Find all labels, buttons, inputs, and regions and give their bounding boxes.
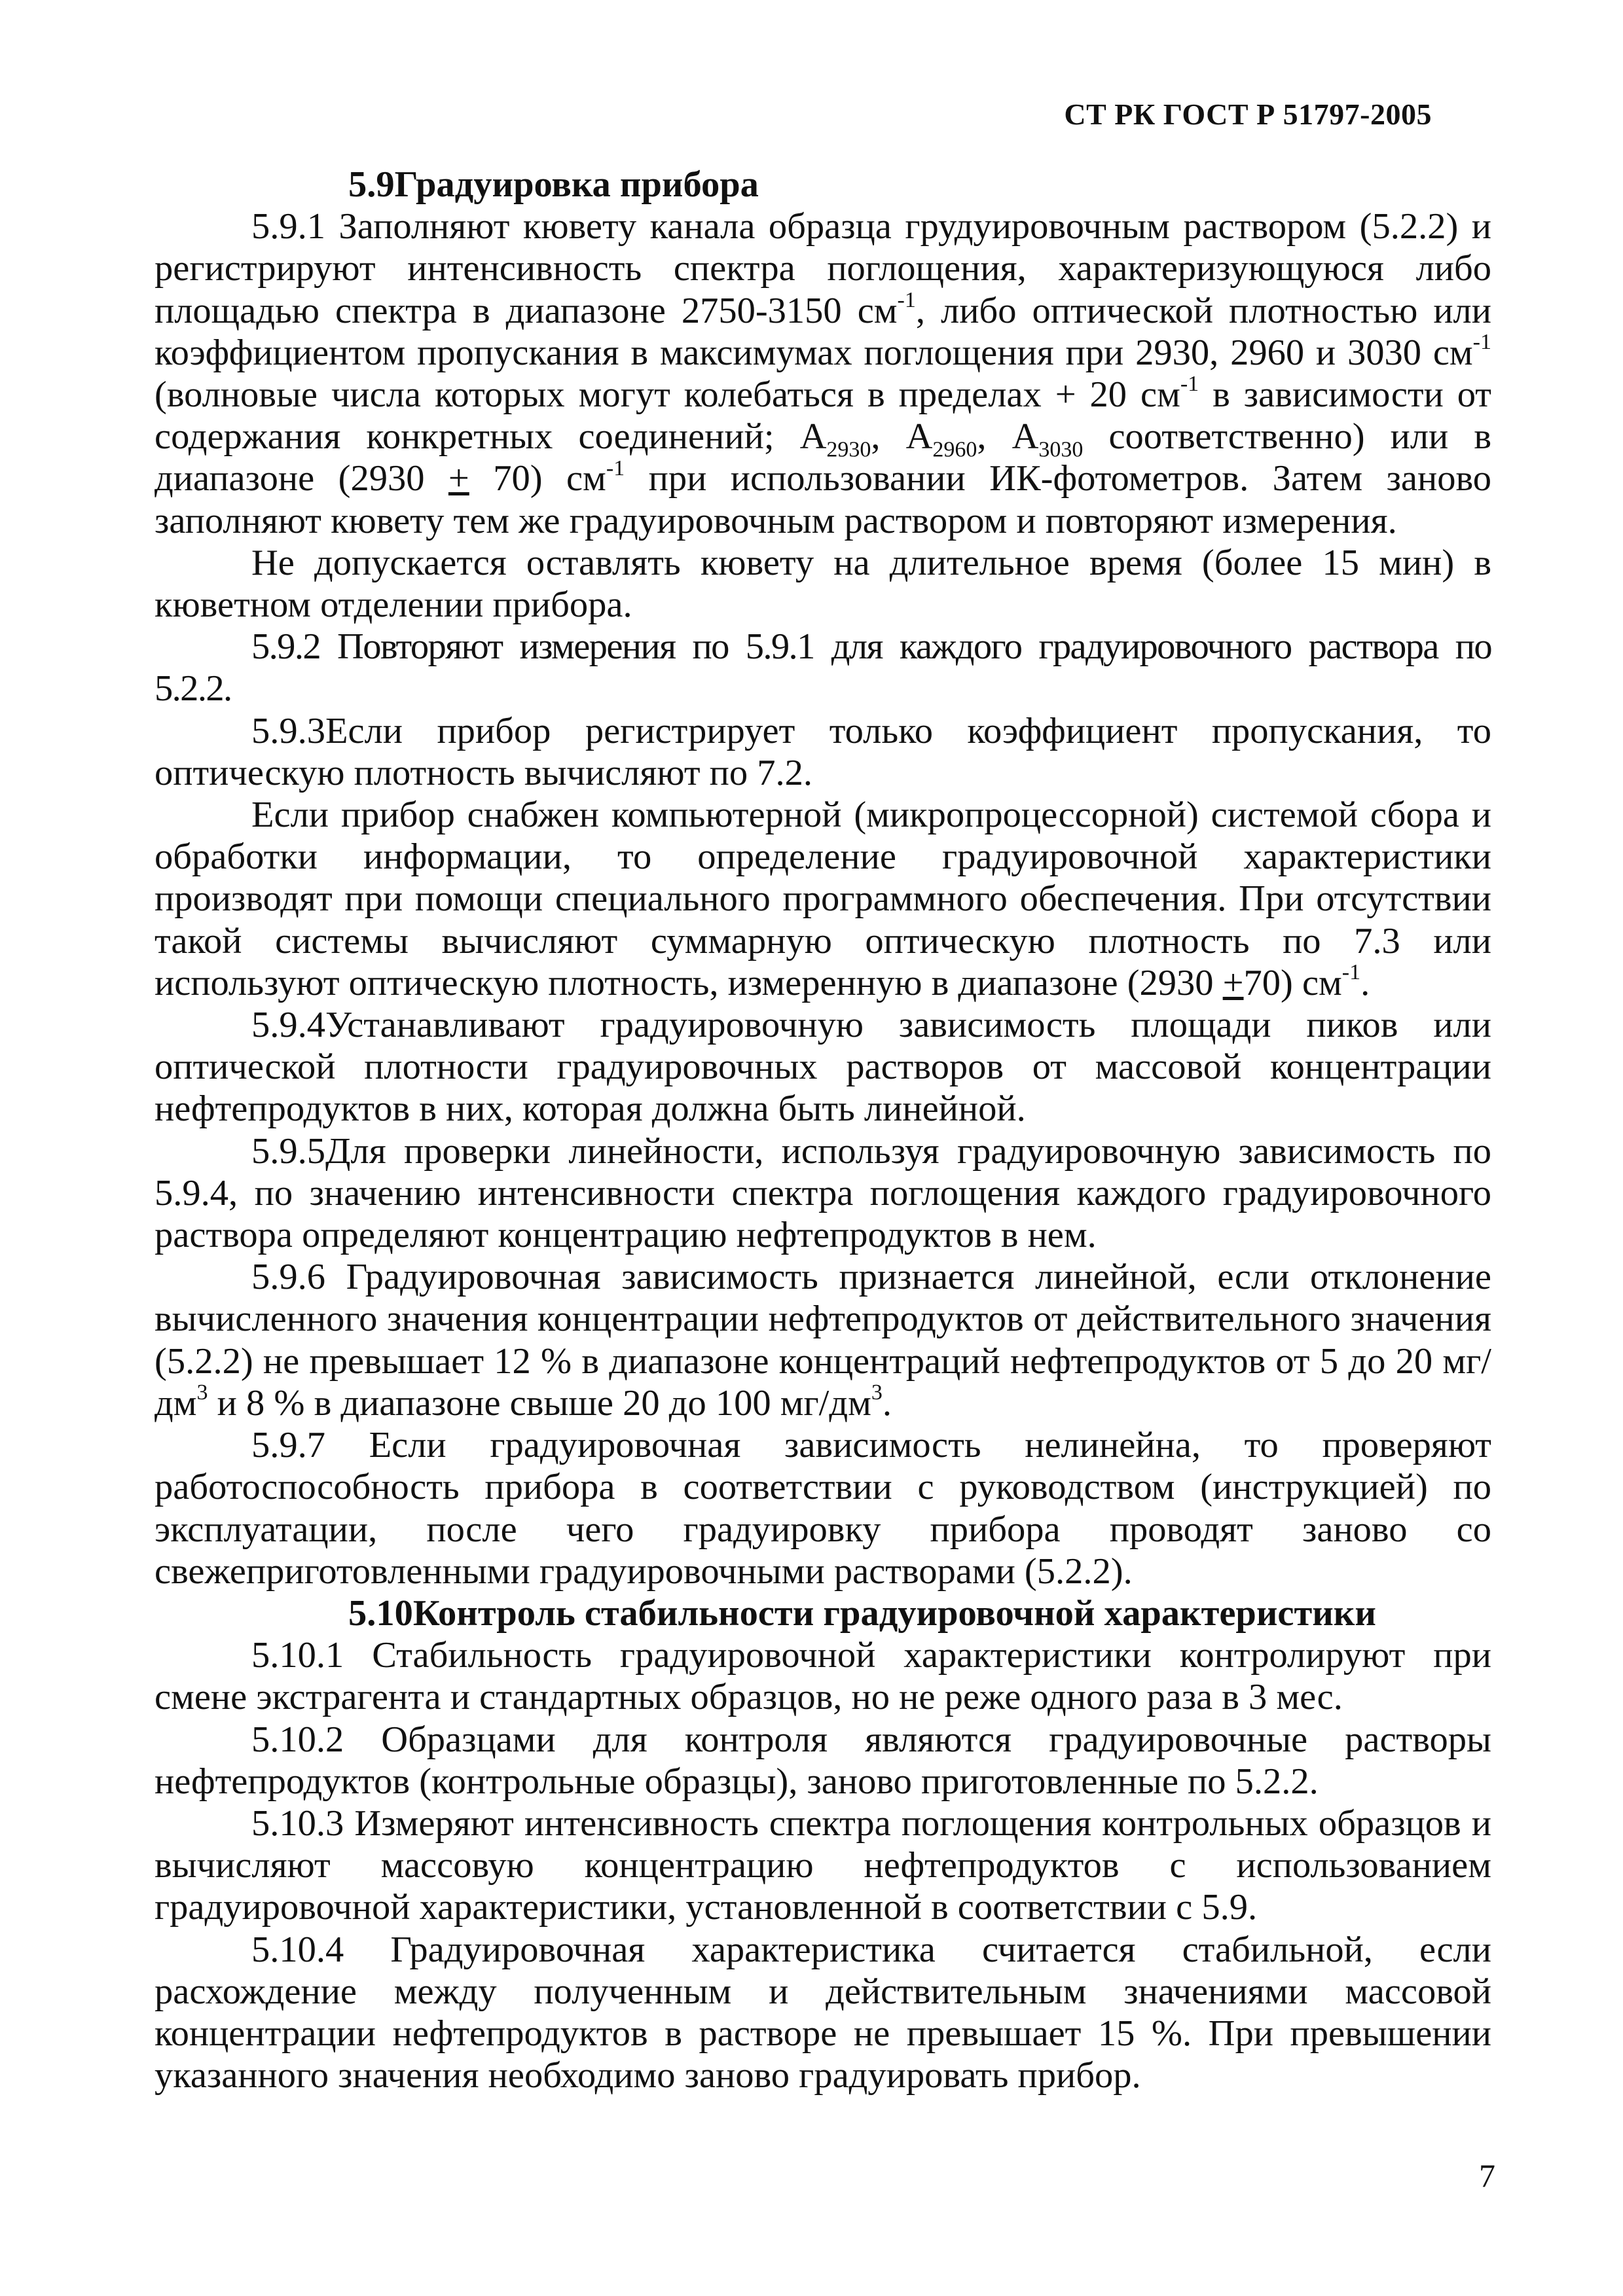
subscript: 2930: [826, 437, 871, 462]
text-run: и 8 % в диапазоне свыше 20 до 100 мг/дм: [208, 1382, 871, 1424]
paragraph-5-9-1: [155, 206, 1491, 542]
text-run: 5.9.6 Градуировочная зависимость признается линейной, если отклонение вычисленного значения концентрации нефтепродуктов от действительного значения (5.2.2) не превышает 12 % в диапазоне концентраций нефтепродуктов от 5 до 20 мг/дм: [155, 1257, 1491, 1424]
subscript: 2960: [932, 437, 977, 462]
superscript: -1: [897, 287, 916, 312]
document-body: [155, 164, 1491, 2096]
page-number: 7: [1479, 2157, 1495, 2194]
paragraph-5-9-5: 5.9.5Для проверки линейности, используя градуировочную зависимость по 5.9.4, по значению интенсивности спектра поглощения каждого градуировочного раствора определяют концентрацию нефтепродуктов в нем.: [155, 1130, 1491, 1256]
section-heading-5-9: [155, 164, 1491, 206]
text-run: 70) см: [1243, 962, 1342, 1003]
text-run: , либо оптической плотностью или коэффициентом пропускания в максимумах поглощения при 2930, 2960 и 3030 см: [155, 290, 1491, 373]
paragraph-computer-system: [155, 794, 1491, 1004]
text-run: , А: [871, 416, 933, 457]
text-run: .: [1360, 962, 1370, 1003]
text-run: в зависимости от содержания конкретных соединений; А: [155, 374, 1491, 457]
section-number: 5.9: [348, 164, 395, 205]
text-run: 70) см: [469, 458, 606, 499]
section-title: Градуировка прибора: [394, 164, 759, 205]
paragraph-5-9-4: 5.9.4Устанавливают градуировочную зависимость площади пиков или оптической плотности градуировочных растворов от массовой концентрации нефтепродуктов в них, которая должна быть линейной.: [155, 1005, 1491, 1130]
text-run: 5.9.1 Заполняют кювету канала образца грудуировочным раствором (5.2.2) и регистрируют интенсивность спектра поглощения, характеризующуюся либо площадью спектра в диапазоне 2750-3150 см: [155, 206, 1491, 331]
paragraph-5-9-7: 5.9.7 Если градуировочная зависимость нелинейна, то проверяют работоспособность прибора в соответствии с руководством (инструкцией) по эксплуатации, после чего градуировку прибора проводят заново со свежеприготовленными градуировочными растворами (5.2.2).: [155, 1425, 1491, 1592]
document-code-header: СТ РК ГОСТ Р 51797-2005: [1064, 98, 1432, 131]
superscript: 3: [871, 1380, 883, 1405]
superscript: 3: [196, 1380, 208, 1405]
paragraph-5-9-3: 5.9.3Если прибор регистрирует только коэффициент пропускания, то оптическую плотность вычисляют по 7.2.: [155, 710, 1491, 793]
section-title: Контроль стабильности градуировочной характеристики: [412, 1592, 1376, 1634]
superscript: -1: [606, 456, 625, 480]
plus-minus-sign: +: [448, 458, 469, 499]
paragraph-5-10-4: 5.10.4 Градуировочная характеристика считается стабильной, если расхождение между полученным и действительным значениями массовой концентрации нефтепродуктов в растворе не превышает 15 %. При превышении указанного значения необходимо заново градуировать прибор.: [155, 1929, 1491, 2096]
text-run: Если прибор снабжен компьютерной (микропроцессорной) системой сбора и обработки информации, то определение градуировочной характеристики производят при помощи специального программного обеспечения. При отсутствии такой системы вычисляют суммарную оптическую плотность по 7.3 или используют оптическую плотность, измеренную в диапазоне (2930: [155, 795, 1491, 1003]
paragraph-5-10-3: 5.10.3 Измеряют интенсивность спектра поглощения контрольных образцов и вычисляют массовую концентрацию нефтепродуктов с использованием градуировочной характеристики, установленной в соответствии с 5.9.: [155, 1803, 1491, 1928]
section-heading-5-10: [155, 1592, 1491, 1634]
paragraph-5-10-2: 5.10.2 Образцами для контроля являются градуировочные растворы нефтепродуктов (контрольные образцы), заново приготовленные по 5.2.2.: [155, 1719, 1491, 1802]
paragraph-5-9-6: [155, 1256, 1491, 1424]
plus-minus-sign: +: [1222, 962, 1244, 1003]
superscript: -1: [1472, 329, 1491, 354]
text-run: , А: [977, 416, 1039, 457]
subscript: 3030: [1038, 437, 1084, 462]
text-run: (волновые числа которых могут колебаться в пределах + 20 см: [155, 374, 1180, 416]
paragraph-5-9-2: 5.9.2 Повторяют измерения по 5.9.1 для каждого градуировочного раствора по 5.2.2.: [155, 626, 1491, 709]
superscript: -1: [1341, 960, 1361, 985]
paragraph-5-10-1: 5.10.1 Стабильность градуировочной характеристики контролируют при смене экстрагента и стандартных образцов, но не реже одного раза в 3 мес.: [155, 1635, 1491, 1718]
text-run: при использовании ИК-фотометров. Затем заново заполняют кювету тем же градуировочным раствором и повторяют измерения.: [155, 458, 1491, 541]
text-run: .: [882, 1382, 892, 1424]
superscript: -1: [1180, 372, 1199, 397]
section-number: 5.10: [348, 1592, 413, 1634]
text-run: соответственно) или в диапазоне (2930: [155, 416, 1491, 499]
paragraph-warning: Не допускается оставлять кювету на длительное время (более 15 мин) в кюветном отделении прибора.: [155, 542, 1491, 626]
